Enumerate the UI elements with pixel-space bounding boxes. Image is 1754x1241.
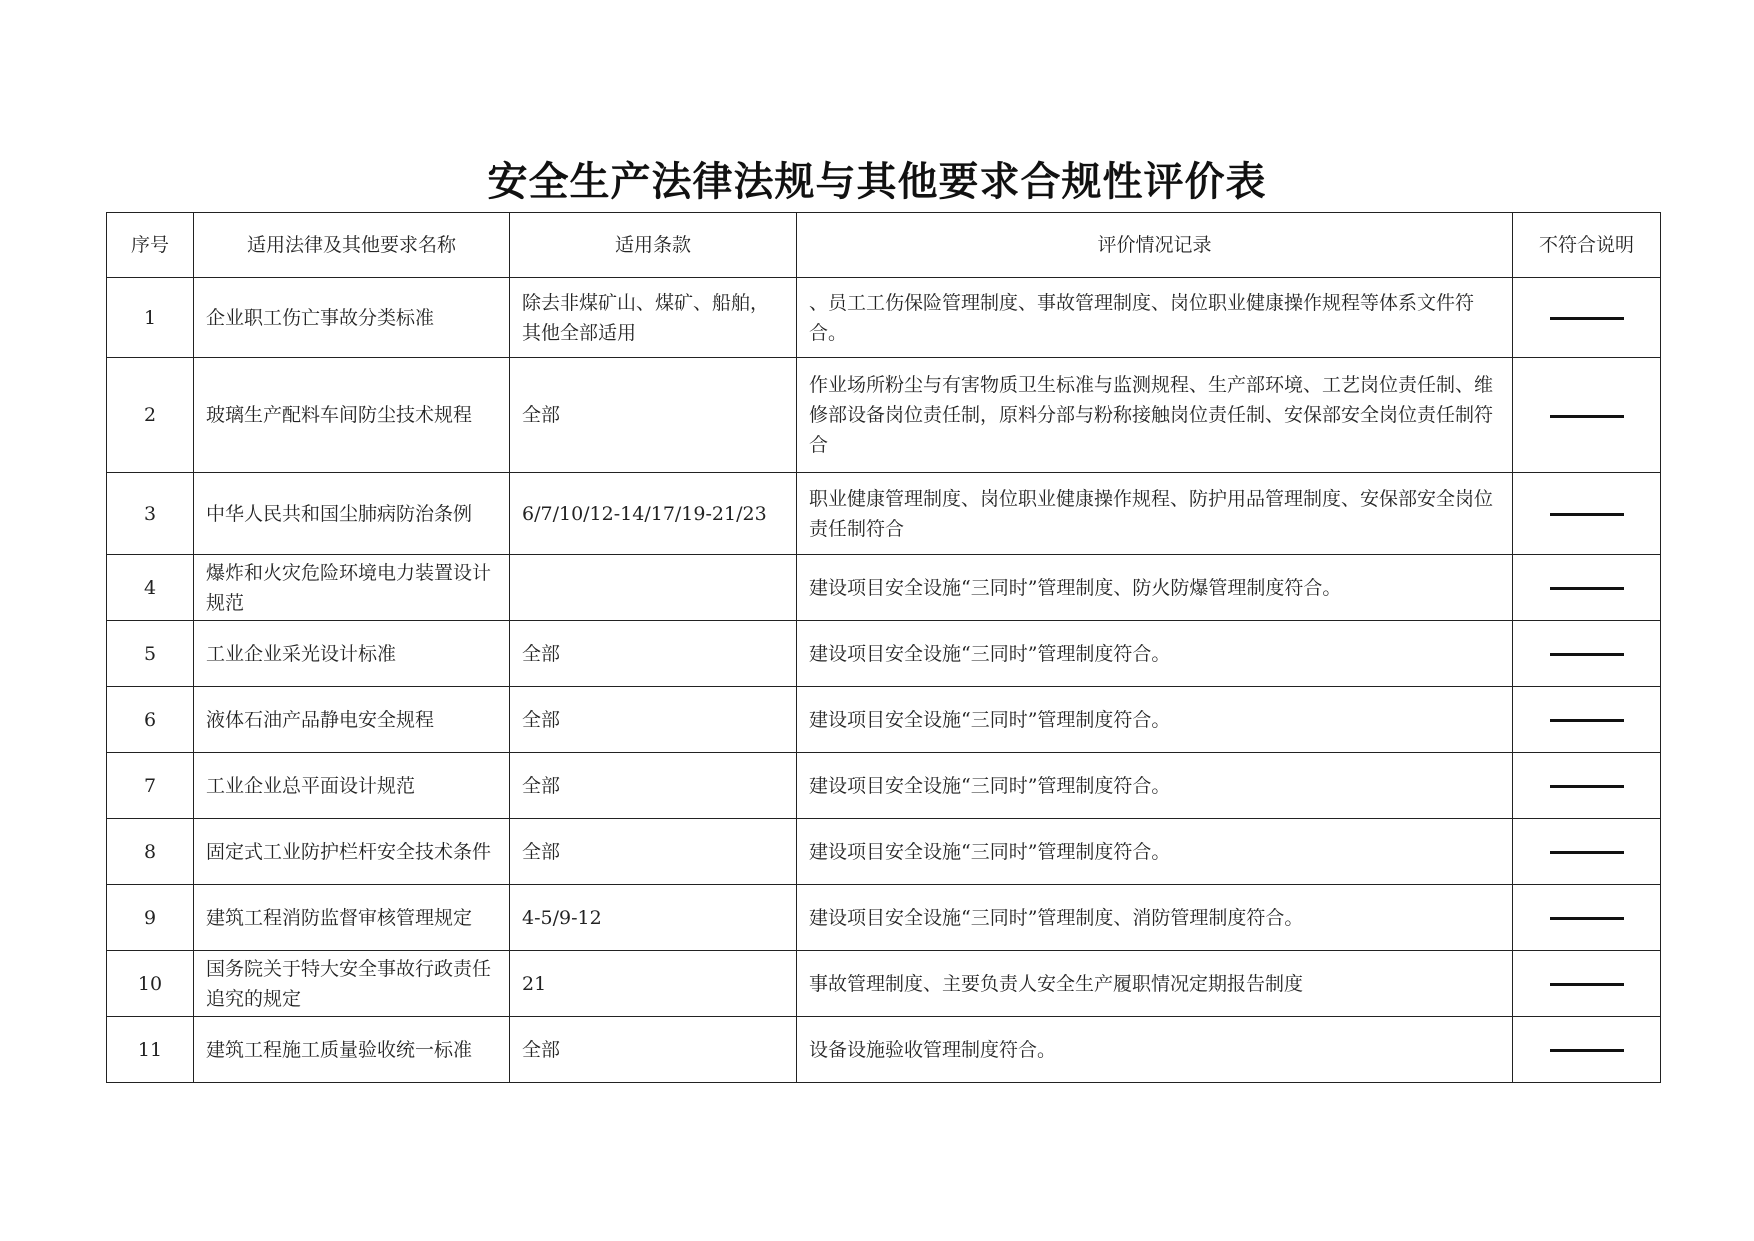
cell-name: 建筑工程消防监督审核管理规定 (194, 885, 510, 951)
table-row (107, 1017, 1661, 1083)
cell-nonconform (1513, 358, 1661, 473)
table-row (107, 555, 1661, 621)
header-clause: 适用条款 (510, 213, 797, 278)
cell-no: 3 (107, 473, 194, 555)
not-applicable-dash (1550, 513, 1624, 516)
table-row (107, 753, 1661, 819)
cell-no: 9 (107, 885, 194, 951)
cell-name: 企业职工伤亡事故分类标准 (194, 278, 510, 358)
not-applicable-dash (1550, 1049, 1624, 1052)
cell-nonconform (1513, 753, 1661, 819)
cell-nonconform (1513, 885, 1661, 951)
cell-clause: 全部 (510, 753, 797, 819)
cell-record: 作业场所粉尘与有害物质卫生标准与监测规程、生产部环境、工艺岗位责任制、维修部设备岗位责任制，原料分部与粉称接触岗位责任制、安保部安全岗位责任制符合 (797, 358, 1513, 473)
header-name: 适用法律及其他要求名称 (194, 213, 510, 278)
cell-nonconform (1513, 473, 1661, 555)
cell-name: 爆炸和火灾危险环境电力装置设计规范 (194, 555, 510, 621)
table-row (107, 278, 1661, 358)
not-applicable-dash (1550, 785, 1624, 788)
cell-clause: 全部 (510, 1017, 797, 1083)
cell-record: 建设项目安全设施“三同时”管理制度、防火防爆管理制度符合。 (797, 555, 1513, 621)
cell-no: 8 (107, 819, 194, 885)
not-applicable-dash (1550, 587, 1624, 590)
cell-clause: 全部 (510, 621, 797, 687)
cell-record: 事故管理制度、主要负责人安全生产履职情况定期报告制度 (797, 951, 1513, 1017)
header-row (107, 213, 1661, 278)
cell-record: 建设项目安全设施“三同时”管理制度符合。 (797, 753, 1513, 819)
evaluation-table (106, 212, 1661, 1083)
cell-no: 2 (107, 358, 194, 473)
cell-nonconform (1513, 687, 1661, 753)
cell-no: 7 (107, 753, 194, 819)
cell-clause (510, 555, 797, 621)
cell-no: 10 (107, 951, 194, 1017)
cell-record: 建设项目安全设施“三同时”管理制度符合。 (797, 687, 1513, 753)
cell-clause: 4-5/9-12 (510, 885, 797, 951)
not-applicable-dash (1550, 719, 1624, 722)
cell-name: 建筑工程施工质量验收统一标准 (194, 1017, 510, 1083)
cell-clause: 21 (510, 951, 797, 1017)
cell-no: 5 (107, 621, 194, 687)
cell-record: 建设项目安全设施“三同时”管理制度符合。 (797, 621, 1513, 687)
not-applicable-dash (1550, 917, 1624, 920)
cell-record: 建设项目安全设施“三同时”管理制度、消防管理制度符合。 (797, 885, 1513, 951)
header-no: 序号 (107, 213, 194, 278)
cell-record: 建设项目安全设施“三同时”管理制度符合。 (797, 819, 1513, 885)
cell-clause: 全部 (510, 819, 797, 885)
cell-name: 中华人民共和国尘肺病防治条例 (194, 473, 510, 555)
cell-nonconform (1513, 555, 1661, 621)
cell-name: 固定式工业防护栏杆安全技术条件 (194, 819, 510, 885)
table-row (107, 951, 1661, 1017)
header-record: 评价情况记录 (797, 213, 1513, 278)
table-row (107, 885, 1661, 951)
cell-nonconform (1513, 819, 1661, 885)
table-row (107, 358, 1661, 473)
table-row (107, 687, 1661, 753)
page-title: 安全生产法律法规与其他要求合规性评价表 (487, 159, 1267, 205)
header-nonconform: 不符合说明 (1513, 213, 1661, 278)
cell-no: 4 (107, 555, 194, 621)
cell-clause: 除去非煤矿山、煤矿、船舶，其他全部适用 (510, 278, 797, 358)
table-row (107, 819, 1661, 885)
not-applicable-dash (1550, 317, 1624, 320)
cell-nonconform (1513, 1017, 1661, 1083)
cell-name: 工业企业总平面设计规范 (194, 753, 510, 819)
cell-clause: 6/7/10/12-14/17/19-21/23 (510, 473, 797, 555)
not-applicable-dash (1550, 653, 1624, 656)
cell-no: 6 (107, 687, 194, 753)
cell-no: 1 (107, 278, 194, 358)
table-row (107, 473, 1661, 555)
cell-nonconform (1513, 278, 1661, 358)
cell-record: 、员工工伤保险管理制度、事故管理制度、岗位职业健康操作规程等体系文件符合。 (797, 278, 1513, 358)
not-applicable-dash (1550, 983, 1624, 986)
cell-record: 设备设施验收管理制度符合。 (797, 1017, 1513, 1083)
cell-name: 工业企业采光设计标准 (194, 621, 510, 687)
cell-clause: 全部 (510, 687, 797, 753)
cell-name: 国务院关于特大安全事故行政责任追究的规定 (194, 951, 510, 1017)
cell-record: 职业健康管理制度、岗位职业健康操作规程、防护用品管理制度、安保部安全岗位责任制符合 (797, 473, 1513, 555)
cell-nonconform (1513, 621, 1661, 687)
cell-clause: 全部 (510, 358, 797, 473)
cell-name: 液体石油产品静电安全规程 (194, 687, 510, 753)
cell-no: 11 (107, 1017, 194, 1083)
cell-name: 玻璃生产配料车间防尘技术规程 (194, 358, 510, 473)
cell-nonconform (1513, 951, 1661, 1017)
not-applicable-dash (1550, 851, 1624, 854)
table-row (107, 621, 1661, 687)
not-applicable-dash (1550, 415, 1624, 418)
